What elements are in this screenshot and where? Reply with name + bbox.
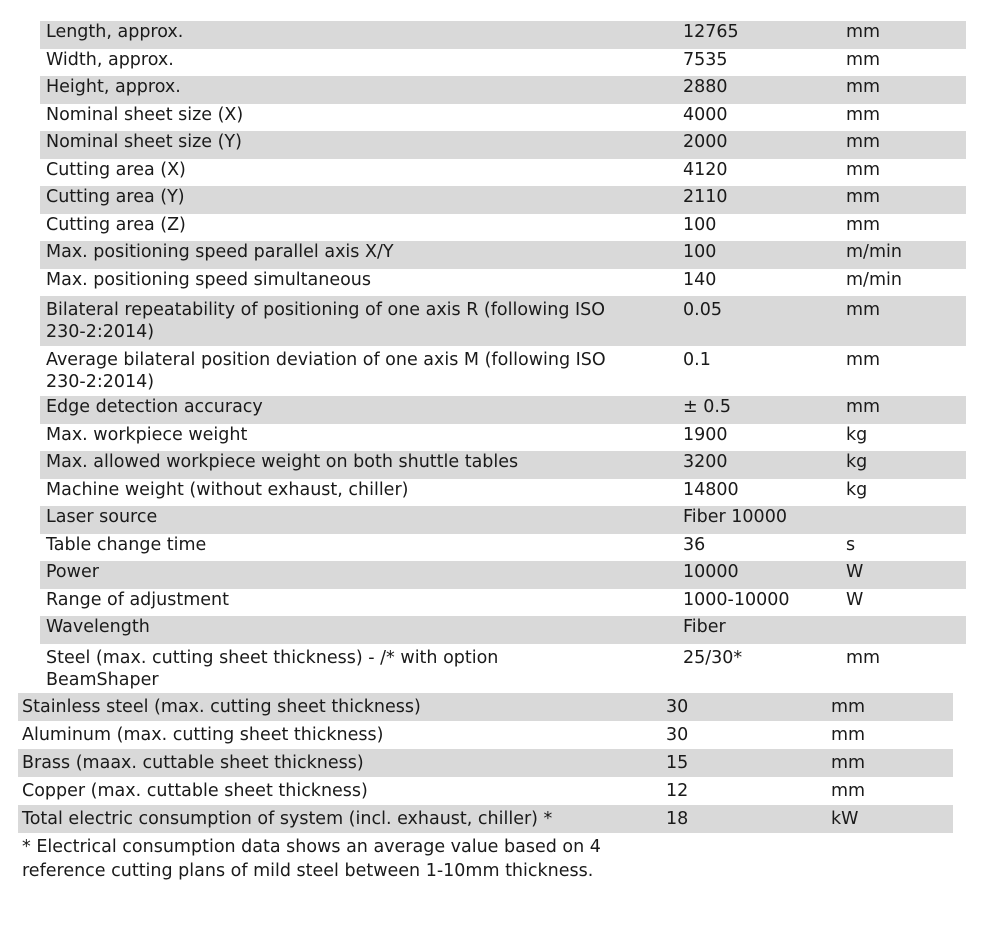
table-row — [40, 159, 966, 187]
row-label: Cutting area (Y) — [46, 187, 185, 207]
row-label: Max. allowed workpiece weight on both shuttle tables — [46, 452, 519, 472]
table-row — [40, 241, 966, 269]
row-label: Table change time — [46, 534, 207, 555]
row-value: 2000 — [683, 132, 728, 152]
row-value: 100 — [683, 214, 717, 235]
row-value: Fiber — [683, 617, 726, 637]
row-unit: mm — [846, 397, 881, 417]
row-label: Max. positioning speed simultaneous — [46, 269, 372, 290]
row-value: 1900 — [683, 424, 728, 445]
table-row — [18, 777, 953, 805]
table-row — [40, 589, 966, 617]
row-unit: kg — [846, 452, 868, 472]
row-unit: mm — [846, 159, 881, 180]
table-row — [40, 561, 966, 589]
row-label: Laser source — [46, 507, 158, 527]
row-label: Bilateral repeatability of positioning of one axis R (following ISO 230-2:2014) — [46, 300, 606, 342]
row-value: 10000 — [683, 562, 739, 582]
row-label: Total electric consumption of system (incl. exhaust, chiller) * — [22, 809, 553, 829]
row-label: Height, approx. — [46, 77, 181, 97]
table-row — [40, 269, 966, 297]
row-unit: s — [846, 534, 856, 555]
row-unit: mm — [831, 725, 866, 745]
row-unit: mm — [846, 647, 881, 668]
row-unit: mm — [831, 697, 866, 717]
row-label: Nominal sheet size (X) — [46, 104, 244, 125]
row-label: Brass (maax. cuttable sheet thickness) — [22, 753, 364, 773]
row-value: 18 — [666, 809, 689, 829]
row-unit: mm — [846, 22, 881, 42]
row-label: Average bilateral position deviation of one axis M (following ISO 230-2:2014) — [46, 350, 606, 392]
table-row — [40, 104, 966, 132]
row-label: Copper (max. cuttable sheet thickness) — [22, 781, 368, 801]
table-row — [40, 186, 966, 214]
table-row — [40, 296, 966, 346]
table-row — [40, 616, 966, 644]
row-label: Nominal sheet size (Y) — [46, 132, 242, 152]
row-label: Range of adjustment — [46, 589, 229, 610]
row-value: 30 — [666, 725, 689, 745]
row-unit: m/min — [846, 269, 902, 290]
row-unit: mm — [846, 300, 881, 320]
table-row — [18, 805, 953, 833]
row-value: 4000 — [683, 104, 728, 125]
table-row — [18, 693, 953, 721]
row-value: 14800 — [683, 479, 739, 500]
row-unit: m/min — [846, 242, 902, 262]
row-label: Max. workpiece weight — [46, 424, 248, 445]
row-value: 7535 — [683, 49, 728, 70]
row-value: 3200 — [683, 452, 728, 472]
table-row — [40, 21, 966, 49]
table-row — [40, 49, 966, 77]
table-row — [40, 506, 966, 534]
row-unit: kg — [846, 479, 868, 500]
row-unit: mm — [846, 214, 881, 235]
table-row — [40, 644, 966, 694]
table-row — [40, 424, 966, 452]
row-value: 4120 — [683, 159, 728, 180]
table-row — [18, 721, 953, 749]
row-label: Width, approx. — [46, 49, 174, 70]
row-unit: mm — [846, 132, 881, 152]
row-label: Cutting area (X) — [46, 159, 186, 180]
row-unit: mm — [846, 104, 881, 125]
row-label: Max. positioning speed parallel axis X/Y — [46, 242, 394, 262]
row-value: 12 — [666, 781, 689, 801]
row-unit: kg — [846, 424, 868, 445]
row-value: 36 — [683, 534, 706, 555]
row-value: ± 0.5 — [683, 397, 732, 417]
row-value: 140 — [683, 269, 717, 290]
row-label: Stainless steel (max. cutting sheet thickness) — [22, 697, 421, 717]
row-unit: kW — [831, 809, 859, 829]
row-unit: mm — [831, 753, 866, 773]
row-value: 12765 — [683, 22, 739, 42]
table-row — [40, 479, 966, 507]
row-value: 100 — [683, 242, 717, 262]
row-value: 0.05 — [683, 300, 722, 320]
table-row — [40, 214, 966, 242]
row-unit: mm — [846, 350, 881, 370]
row-label: Length, approx. — [46, 22, 184, 42]
row-value: 25/30* — [683, 647, 743, 668]
table-row — [40, 346, 966, 396]
row-unit: W — [846, 562, 864, 582]
row-value: 15 — [666, 753, 689, 773]
row-label: Power — [46, 562, 99, 582]
row-unit: W — [846, 589, 864, 610]
row-label: Edge detection accuracy — [46, 397, 263, 417]
row-unit: mm — [846, 49, 881, 70]
row-unit: mm — [831, 781, 866, 801]
table-row — [18, 749, 953, 777]
material-table — [18, 693, 953, 833]
table-row — [40, 396, 966, 424]
row-value: 30 — [666, 697, 689, 717]
row-value: 1000-10000 — [683, 589, 790, 610]
row-value: 0.1 — [683, 350, 711, 370]
row-label: Cutting area (Z) — [46, 214, 186, 235]
row-label: Wavelength — [46, 617, 150, 637]
table-row — [40, 534, 966, 562]
row-value: 2110 — [683, 187, 728, 207]
row-unit: mm — [846, 77, 881, 97]
footnote: * Electrical consumption data shows an average value based on 4 reference cutting plans of mild steel between 1-10mm thickness. — [22, 837, 601, 881]
table-row — [40, 451, 966, 479]
spec-table — [40, 21, 966, 694]
row-label: Aluminum (max. cutting sheet thickness) — [22, 725, 384, 745]
table-row — [40, 76, 966, 104]
row-value: 2880 — [683, 77, 728, 97]
table-row — [40, 131, 966, 159]
row-unit: mm — [846, 187, 881, 207]
row-value: Fiber 10000 — [683, 507, 787, 527]
row-label: Steel (max. cutting sheet thickness) - /* with option BeamShaper — [46, 647, 499, 690]
row-label: Machine weight (without exhaust, chiller) — [46, 479, 409, 500]
